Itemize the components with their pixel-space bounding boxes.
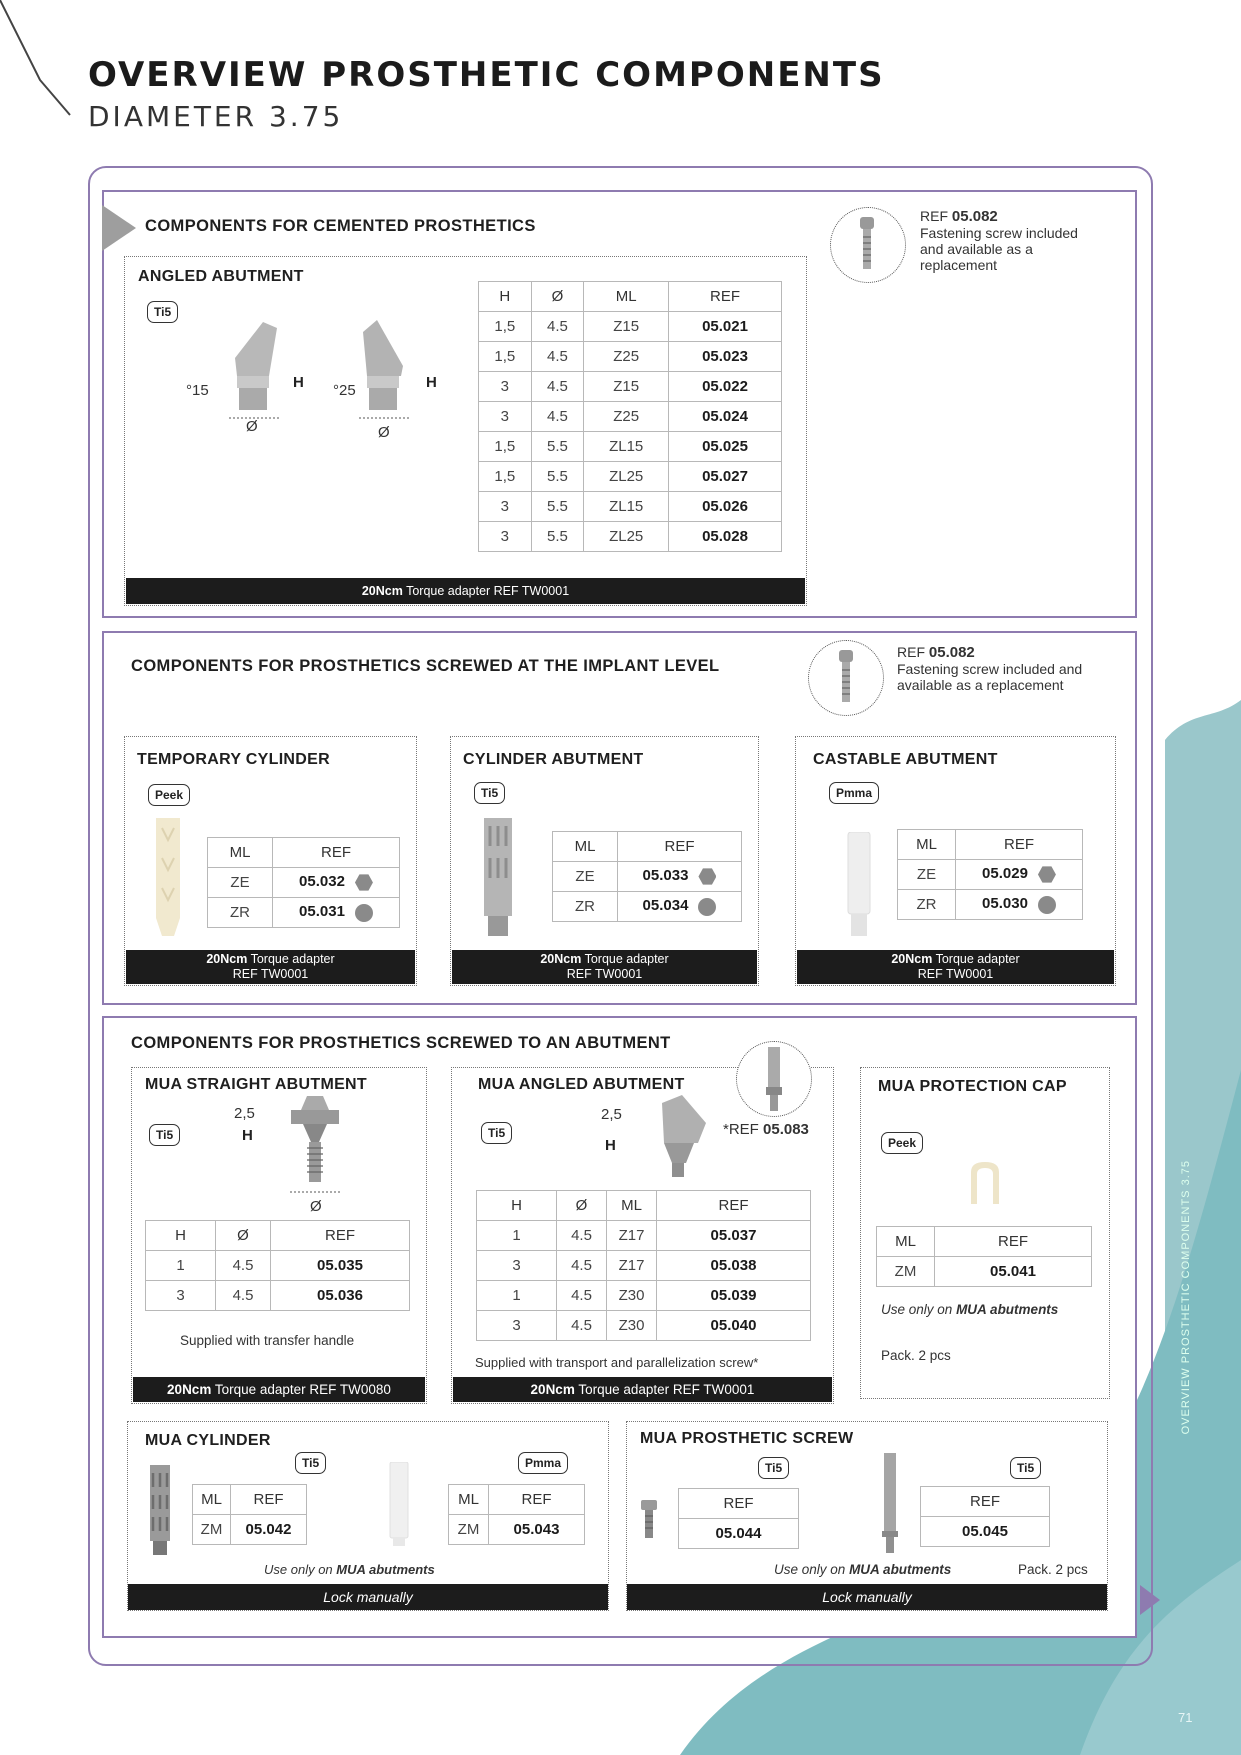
- table-cell: ML: [898, 830, 956, 860]
- table-row: [877, 1257, 1092, 1287]
- mua-cylinder-ti-table: [192, 1484, 307, 1545]
- fastening-screw-icon: [857, 215, 877, 275]
- table-cell: 05.038: [657, 1251, 811, 1281]
- table-cell: 05.039: [657, 1281, 811, 1311]
- mua-screw-long-image: [878, 1453, 902, 1553]
- table-cell: 05.037: [657, 1221, 811, 1251]
- page-number: 71: [1178, 1710, 1193, 1725]
- material-badge-ti5: Ti5: [147, 301, 178, 323]
- castable-abutment-title: CASTABLE ABUTMENT: [813, 751, 998, 768]
- table-cell: 05.035: [271, 1251, 410, 1281]
- material-badge-peek: Peek: [881, 1132, 923, 1154]
- table-row: [553, 862, 742, 892]
- table-cell: Z25: [584, 342, 669, 372]
- table-cell: 05.029: [956, 860, 1083, 890]
- table-cell: ZR: [898, 890, 956, 920]
- cylinder-abutment-table: [552, 831, 742, 922]
- mua-screw-short-image: [638, 1500, 660, 1540]
- torque-bar-angled: 20Ncm Torque adapter REF TW0001: [126, 578, 805, 604]
- table-cell: 05.025: [669, 432, 782, 462]
- table-cell: 4.5: [557, 1281, 607, 1311]
- table-cell: ZR: [553, 892, 618, 922]
- angle-15-label: °15: [186, 382, 209, 399]
- page-title: OVERVIEW PROSTHETIC COMPONENTS: [88, 55, 885, 95]
- angled-abutment-15-image: [225, 318, 285, 428]
- table-row: [479, 372, 782, 402]
- table-cell: 3: [477, 1311, 557, 1341]
- table-cell: 05.028: [669, 522, 782, 552]
- table-cell: 4.5: [216, 1251, 271, 1281]
- table-cell: ML: [607, 1191, 657, 1221]
- table-cell: ZL25: [584, 522, 669, 552]
- table-cell: 3: [479, 402, 532, 432]
- mua-straight-image: [285, 1092, 345, 1202]
- table-row: [479, 432, 782, 462]
- table-cell: 1: [477, 1281, 557, 1311]
- hex-icon: [355, 874, 373, 892]
- angled-abutment-table: [478, 281, 782, 552]
- table-cell: ML: [193, 1485, 231, 1515]
- angled-abutment-title: ANGLED ABUTMENT: [138, 268, 304, 285]
- table-cell: REF: [657, 1191, 811, 1221]
- table-row: [477, 1311, 811, 1341]
- mua-cap-table: [876, 1226, 1092, 1287]
- torque-bar-castable: 20Ncm Torque adapter REF TW0001: [797, 950, 1114, 984]
- mua-cap-use-note: Use only on MUA abutments: [881, 1302, 1059, 1317]
- table-cell: 4.5: [531, 342, 584, 372]
- mua-screw-pack: Pack. 2 pcs: [1018, 1562, 1088, 1577]
- th-ml: ML: [584, 282, 669, 312]
- angled-abutment-25-image: [355, 318, 415, 428]
- lock-bar-mua-screw: Lock manually: [627, 1584, 1107, 1610]
- table-cell: ZE: [208, 868, 273, 898]
- table-cell: Z15: [584, 372, 669, 402]
- table-cell: ZE: [553, 862, 618, 892]
- mua-screw-table-1: [678, 1488, 799, 1549]
- th-h: H: [479, 282, 532, 312]
- torque-bar-mua-straight: 20Ncm Torque adapter REF TW0080: [133, 1377, 425, 1402]
- table-row: [477, 1221, 811, 1251]
- table-row: [479, 462, 782, 492]
- table-row: [208, 868, 400, 898]
- temporary-cylinder-image: [150, 818, 186, 936]
- h-label-2: H: [426, 374, 437, 391]
- table-cell: ZM: [877, 1257, 935, 1287]
- table-cell: 3: [146, 1281, 216, 1311]
- implant-section-title: COMPONENTS FOR PROSTHETICS SCREWED AT THE IMPLANT LEVEL: [131, 657, 720, 675]
- mua-angled-title: MUA ANGLED ABUTMENT: [478, 1076, 685, 1093]
- dia-label: Ø: [310, 1198, 322, 1215]
- table-cell: 05.043: [489, 1515, 585, 1545]
- mua-cylinder-ti-image: [145, 1465, 175, 1555]
- table-row: [146, 1251, 410, 1281]
- round-icon: [1038, 896, 1056, 914]
- table-cell: Z30: [607, 1311, 657, 1341]
- table-row: [553, 892, 742, 922]
- material-badge-pmma: Pmma: [829, 782, 879, 804]
- mua-cylinder-title: MUA CYLINDER: [145, 1432, 271, 1449]
- table-cell: ML: [449, 1485, 489, 1515]
- temporary-cylinder-title: TEMPORARY CYLINDER: [137, 751, 330, 768]
- screw-ref-value: 05.082: [951, 208, 998, 225]
- cylinder-abutment-image: [478, 818, 518, 936]
- table-cell: 3: [479, 492, 532, 522]
- mua-cylinder-pmma-table: [448, 1484, 585, 1545]
- material-badge-pmma: Pmma: [518, 1452, 568, 1474]
- page-subtitle: DIAMETER 3.75: [88, 100, 344, 133]
- cemented-section-title: COMPONENTS FOR CEMENTED PROSTHETICS: [145, 217, 536, 235]
- dim-label-25: 2,5: [601, 1106, 622, 1123]
- castable-abutment-table: [897, 829, 1083, 920]
- table-cell: 5.5: [531, 492, 584, 522]
- table-cell: 1: [146, 1251, 216, 1281]
- torque-bar-temporary: 20Ncm Torque adapter REF TW0001: [126, 950, 415, 984]
- mua-cap-pack: Pack. 2 pcs: [881, 1348, 951, 1363]
- mua-straight-table: [145, 1220, 410, 1311]
- table-cell: H: [146, 1221, 216, 1251]
- table-cell: 05.021: [669, 312, 782, 342]
- th-ref: REF: [669, 282, 782, 312]
- table-cell: REF: [618, 832, 742, 862]
- table-cell: 5.5: [531, 522, 584, 552]
- table-cell: ML: [208, 838, 273, 868]
- mua-angled-note: Supplied with transport and parallelization screw*: [475, 1355, 759, 1370]
- table-cell: 05.030: [956, 890, 1083, 920]
- table-row: [477, 1251, 811, 1281]
- table-cell: Ø: [216, 1221, 271, 1251]
- table-cell: 05.033: [618, 862, 742, 892]
- angle-25-label: °25: [333, 382, 356, 399]
- table-cell: ZM: [449, 1515, 489, 1545]
- table-cell: REF: [231, 1485, 307, 1515]
- screw-note-line2: and available as a: [920, 241, 1033, 257]
- table-cell: 1,5: [479, 432, 532, 462]
- hex-icon: [698, 868, 716, 886]
- table-cell: 05.023: [669, 342, 782, 372]
- round-icon: [355, 904, 373, 922]
- table-cell: 05.032: [273, 868, 400, 898]
- table-cell: 05.031: [273, 898, 400, 928]
- table-cell: Z17: [607, 1221, 657, 1251]
- table-cell: Z30: [607, 1281, 657, 1311]
- table-row: [208, 898, 400, 928]
- table-cell: 3: [477, 1251, 557, 1281]
- implant-screw-note: REF 05.082 Fastening screw included and available as a replacement: [897, 644, 1083, 693]
- mua-angled-ref-note: *REF 05.083: [723, 1121, 809, 1138]
- material-badge-ti5: Ti5: [1010, 1457, 1041, 1479]
- h-label: H: [242, 1127, 253, 1144]
- table-row: [921, 1517, 1050, 1547]
- table-cell: ZL15: [584, 492, 669, 522]
- table-cell: ML: [553, 832, 618, 862]
- table-row: [479, 492, 782, 522]
- table-cell: REF: [273, 838, 400, 868]
- table-cell: 1,5: [479, 312, 532, 342]
- table-cell: REF: [956, 830, 1083, 860]
- table-cell: 3: [479, 372, 532, 402]
- material-badge-ti5: Ti5: [481, 1122, 512, 1144]
- mua-cylinder-use-note: Use only on MUA abutments: [264, 1562, 435, 1577]
- table-cell: 05.040: [657, 1311, 811, 1341]
- table-cell: Z25: [584, 402, 669, 432]
- material-badge-ti5: Ti5: [474, 782, 505, 804]
- table-cell: ZM: [193, 1515, 231, 1545]
- mua-straight-note: Supplied with transfer handle: [180, 1333, 355, 1348]
- table-cell: 5.5: [531, 432, 584, 462]
- temporary-cylinder-table: [207, 837, 400, 928]
- dim-label-25: 2,5: [234, 1105, 255, 1122]
- table-cell: 4.5: [531, 312, 584, 342]
- table-cell: REF: [489, 1485, 585, 1515]
- table-row: [898, 860, 1083, 890]
- castable-abutment-image: [842, 832, 876, 936]
- table-row: [477, 1281, 811, 1311]
- table-cell: 05.042: [231, 1515, 307, 1545]
- table-cell: ZL25: [584, 462, 669, 492]
- table-cell: REF: [271, 1221, 410, 1251]
- material-badge-ti5: Ti5: [295, 1452, 326, 1474]
- table-cell: 1: [477, 1221, 557, 1251]
- table-cell: REF: [921, 1487, 1050, 1517]
- table-cell: 3: [479, 522, 532, 552]
- th-dia: Ø: [531, 282, 584, 312]
- table-cell: 05.022: [669, 372, 782, 402]
- dia-label-2: Ø: [378, 424, 390, 441]
- mua-angled-table: [476, 1190, 811, 1341]
- mua-screw-table-2: [920, 1486, 1050, 1547]
- table-cell: ZR: [208, 898, 273, 928]
- table-cell: 4.5: [557, 1251, 607, 1281]
- mua-cap-image: [967, 1160, 1003, 1204]
- table-row: [479, 402, 782, 432]
- mua-straight-title: MUA STRAIGHT ABUTMENT: [145, 1076, 367, 1093]
- material-badge-ti5: Ti5: [149, 1124, 180, 1146]
- lock-bar-mua-cylinder: Lock manually: [128, 1584, 608, 1610]
- table-cell: 1,5: [479, 342, 532, 372]
- table-cell: 4.5: [557, 1311, 607, 1341]
- table-cell: REF: [679, 1489, 799, 1519]
- table-cell: 05.027: [669, 462, 782, 492]
- material-badge-ti5: Ti5: [758, 1457, 789, 1479]
- round-icon: [698, 898, 716, 916]
- table-cell: Z15: [584, 312, 669, 342]
- torque-bar-mua-angled: 20Ncm Torque adapter REF TW0001: [453, 1377, 832, 1402]
- table-cell: ZL15: [584, 432, 669, 462]
- side-running-text: OVERVIEW PROSTHETIC COMPONENTS 3.75: [1180, 1160, 1192, 1435]
- table-cell: Ø: [557, 1191, 607, 1221]
- table-row: [146, 1281, 410, 1311]
- table-cell: 05.026: [669, 492, 782, 522]
- table-row: [193, 1515, 307, 1545]
- table-cell: 05.044: [679, 1519, 799, 1549]
- table-cell: 1,5: [479, 462, 532, 492]
- table-row: [479, 342, 782, 372]
- table-cell: ZE: [898, 860, 956, 890]
- section-arrow-icon: [102, 205, 136, 251]
- table-row: [449, 1515, 585, 1545]
- mua-screw-title: MUA PROSTHETIC SCREW: [640, 1430, 854, 1447]
- table-cell: H: [477, 1191, 557, 1221]
- table-cell: 05.041: [935, 1257, 1092, 1287]
- screw-note-line3: replacement: [920, 257, 998, 273]
- h-label-1: H: [293, 374, 304, 391]
- mua-cap-title: MUA PROTECTION CAP: [878, 1078, 1067, 1095]
- mua-screw-use-note: Use only on MUA abutments: [774, 1562, 952, 1577]
- material-badge-peek: Peek: [148, 784, 190, 806]
- table-row: [679, 1519, 799, 1549]
- table-cell: 05.024: [669, 402, 782, 432]
- table-cell: ML: [877, 1227, 935, 1257]
- table-cell: 05.036: [271, 1281, 410, 1311]
- dia-label-1: Ø: [246, 418, 258, 435]
- mua-cylinder-pmma-image: [384, 1462, 414, 1546]
- screw-note-line1: Fastening screw included: [920, 225, 1078, 241]
- abutment-section-title: COMPONENTS FOR PROSTHETICS SCREWED TO AN ABUTMENT: [131, 1034, 671, 1052]
- table-cell: 05.034: [618, 892, 742, 922]
- cemented-screw-note: [920, 208, 1078, 273]
- mua-angled-image: [650, 1093, 710, 1183]
- cylinder-abutment-title: CYLINDER ABUTMENT: [463, 751, 644, 768]
- table-row: [898, 890, 1083, 920]
- hex-icon: [1038, 866, 1056, 884]
- table-cell: REF: [935, 1227, 1092, 1257]
- h-label: H: [605, 1137, 616, 1154]
- table-row: [479, 312, 782, 342]
- table-cell: 05.045: [921, 1517, 1050, 1547]
- table-row: [479, 522, 782, 552]
- table-cell: 4.5: [531, 372, 584, 402]
- table-cell: Z17: [607, 1251, 657, 1281]
- torque-bar-cylinder: 20Ncm Torque adapter REF TW0001: [452, 950, 757, 984]
- screw-ref-label: REF: [920, 208, 948, 224]
- table-cell: 4.5: [557, 1221, 607, 1251]
- table-cell: 4.5: [531, 402, 584, 432]
- table-cell: 5.5: [531, 462, 584, 492]
- transport-screw-icon: [763, 1047, 785, 1111]
- fastening-screw-icon: [836, 648, 856, 708]
- table-cell: 4.5: [216, 1281, 271, 1311]
